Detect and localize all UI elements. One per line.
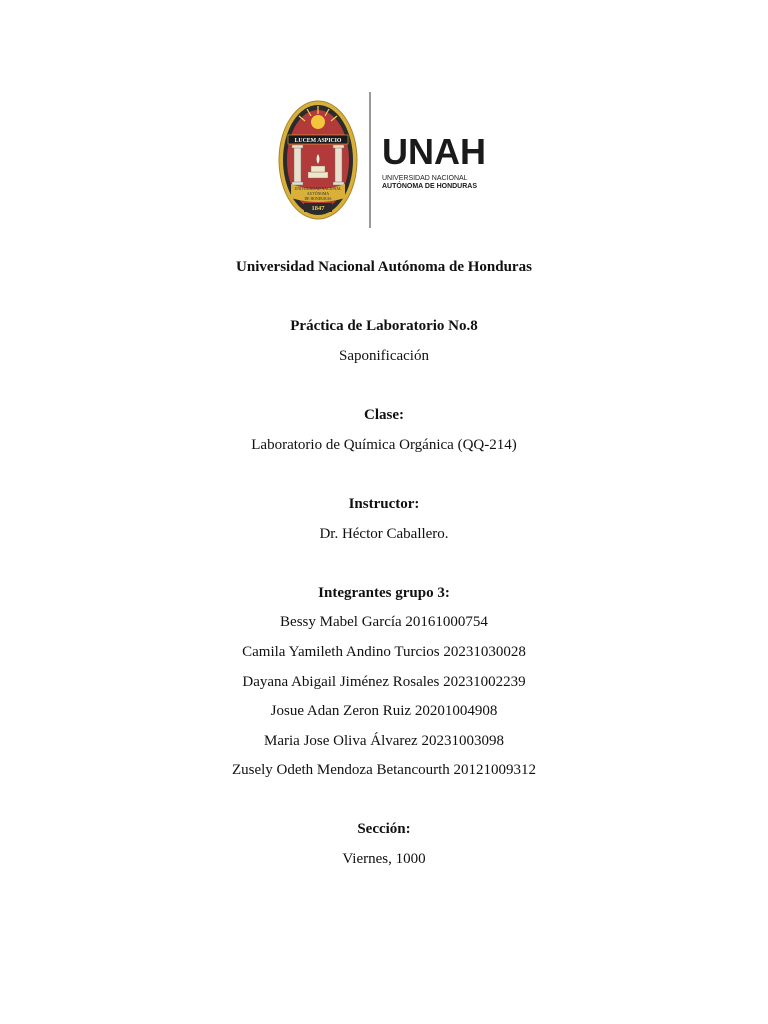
seal-year: 1847 (311, 205, 325, 212)
member-item: Maria Jose Oliva Álvarez 20231003098 (264, 733, 504, 749)
member-item: Dayana Abigail Jiménez Rosales 20231002239 (242, 674, 526, 690)
member-item: Bessy Mabel García 20161000754 (280, 614, 488, 630)
wordmark-subtitle-line2: AUTÓNOMA DE HONDURAS (382, 183, 478, 190)
instructor-value: Dr. Héctor Caballero. (319, 526, 449, 542)
class-value: Laboratorio de Química Orgánica (QQ-214) (251, 437, 517, 453)
university-name: Universidad Nacional Autónoma de Honduras (236, 259, 532, 275)
wordmark-subtitle-line1: UNIVERSIDAD NACIONAL (382, 175, 468, 182)
practice-title: Práctica de Laboratorio No.8 (290, 318, 478, 334)
member-item: Josue Adan Zeron Ruiz 20201004908 (270, 703, 498, 719)
section-label: Sección: (357, 821, 411, 837)
members-label: Integrantes grupo 3: (318, 585, 450, 601)
seal-ring-text-2: AUTÓNOMA (306, 192, 330, 196)
instructor-label: Instructor: (348, 496, 420, 512)
unah-seal-icon (278, 100, 358, 220)
unah-logo (278, 92, 498, 230)
logo-divider (369, 92, 371, 228)
unah-wordmark: UNAH (382, 131, 486, 172)
member-item: Zusely Odeth Mendoza Betancourth 20121009312 (231, 762, 537, 778)
practice-subtitle: Saponificación (339, 348, 429, 364)
seal-ring-text-1: UNIVERSIDAD NACIONAL (294, 187, 342, 191)
section-value: Viernes, 1000 (342, 851, 426, 867)
seal-ring-text-3: DE HONDURAS (304, 197, 332, 201)
seal-motto: LUCEM ASPICIO (294, 138, 342, 144)
class-label: Clase: (364, 407, 404, 423)
member-item: Camila Yamileth Andino Turcios 20231030028 (242, 644, 526, 660)
